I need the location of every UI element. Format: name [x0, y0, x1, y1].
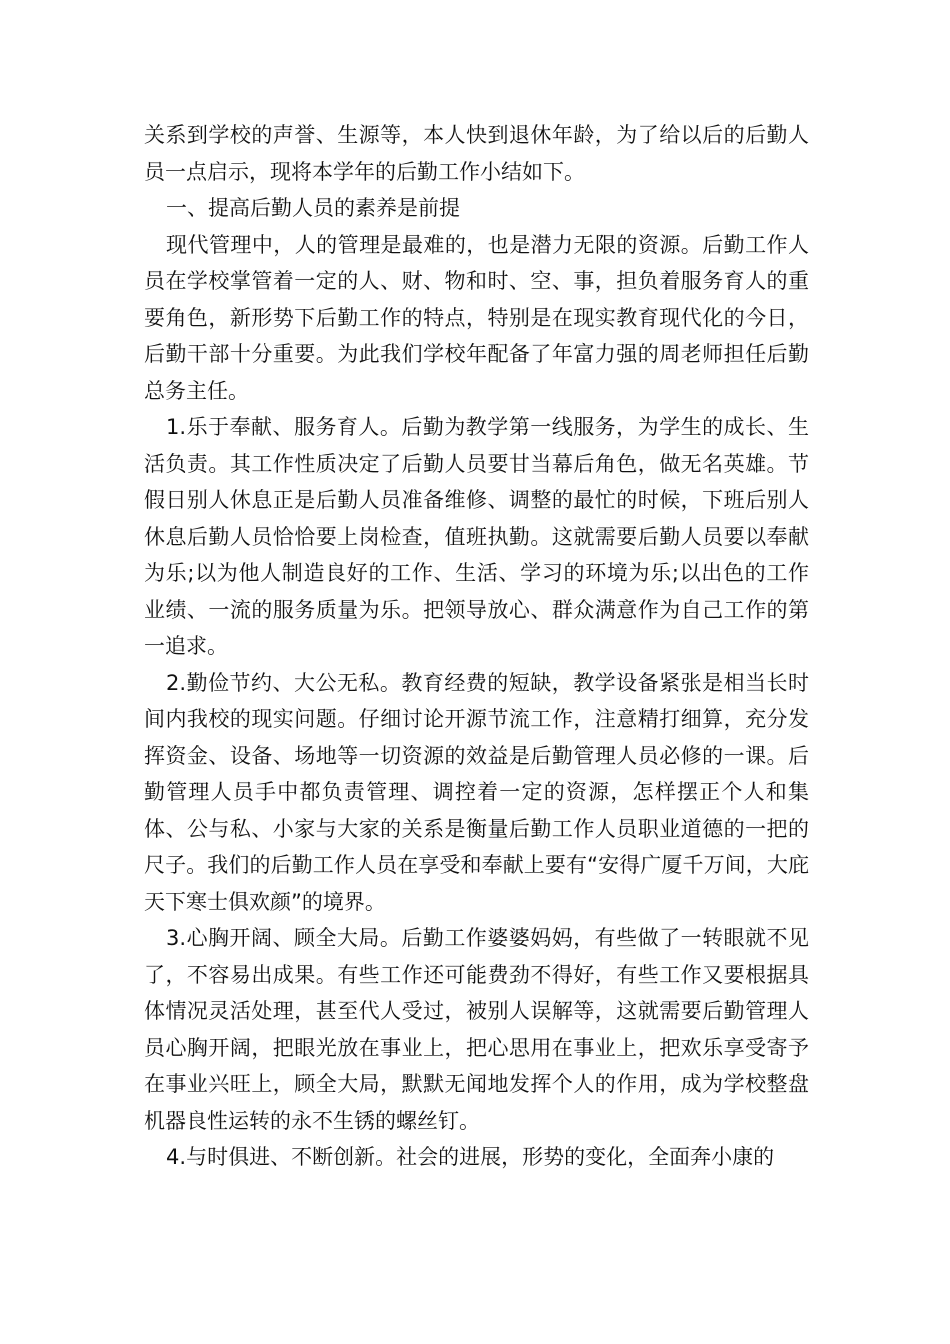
paragraph-modern-management: 现代管理中，人的管理是最难的，也是潜力无限的资源。后勤工作人员在学校掌管着一定的人、财、物和时、空、事，担负着服务育人的重要角色，新形势下后勤工作的特点，特别是在现实教育现代化的今日，后勤干部十分重要。为此我们学校年配备了年富力强的周老师担任后勤总务主任。: [144, 232, 809, 403]
paragraph-item-2: 2.勤俭节约、大公无私。教育经费的短缺，教学设备紧张是相当长时间内我校的现实问题。仔细讨论开源节流工作，注意精打细算，充分发挥资金、设备、场地等一切资源的效益是后勤管理人员必修的一课。后勤管理人员手中都负责管理、调控着一定的资源，怎样摆正个人和集体、公与私、小家与大家的关系是衡量后勤工作人员职业道德的一把的尺子。我们的后勤工作人员在享受和奉献上要有“安得广厦千万间，大庇天下寒士俱欢颜”的境界。: [144, 670, 809, 914]
paragraph-intro-continuation: 关系到学校的声誉、生源等，本人快到退休年龄，为了给以后的后勤人员一点启示，现将本学年的后勤工作小结如下。: [144, 123, 809, 184]
section-heading-1: 一、提高后勤人员的素养是前提: [166, 196, 461, 220]
document-body: [144, 117, 809, 1176]
paragraph-item-1: 1.乐于奉献、服务育人。后勤为教学第一线服务，为学生的成长、生活负责。其工作性质决定了后勤人员要甘当幕后角色，做无名英雄。节假日别人休息正是后勤人员准备维修、调整的最忙的时候，下班后别人休息后勤人员恰恰要上岗检查，值班执勤。这就需要后勤人员要以奉献为乐;以为他人制造良好的工作、生活、学习的环境为乐;以出色的工作业绩、一流的服务质量为乐。把领导放心、群众满意作为自己工作的第一追求。: [144, 415, 809, 658]
paragraph-item-3: 3.心胸开阔、顾全大局。后勤工作婆婆妈妈，有些做了一转眼就不见了，不容易出成果。有些工作还可能费劲不得好，有些工作又要根据具体情况灵活处理，甚至代人受过，被别人误解等，这就需要后勤管理人员心胸开阔，把眼光放在事业上，把心思用在事业上，把欢乐享受寄予在事业兴旺上，顾全大局，默默无闻地发挥个人的作用，成为学校整盘机器良性运转的永不生锈的螺丝钉。: [144, 926, 809, 1133]
paragraph-item-4: 4.与时俱进、不断创新。社会的进展，形势的变化，全面奔小康的: [166, 1145, 775, 1169]
